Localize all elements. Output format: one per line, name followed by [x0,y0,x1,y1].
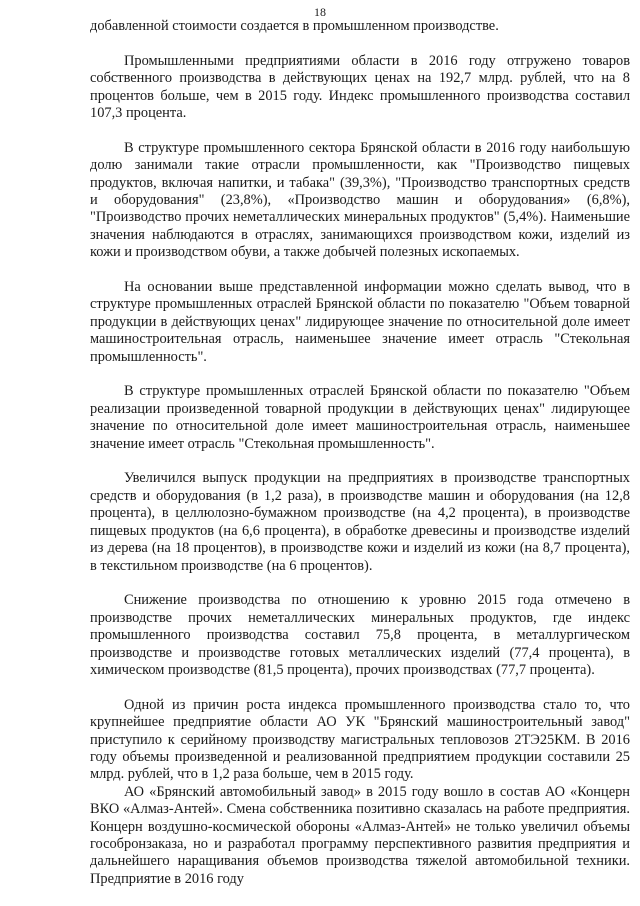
paragraph-output-decrease: Снижение производства по отношению к уровню 2015 года отмечено в производстве прочих неметаллических минеральных продуктов, где индекс промышленного производства составил 75,8 процента, в металлургическом производстве и производстве готовых металлических изделий (77,4 процента), в химическом производстве (81,5 процента), прочих производствах (77,7 процента). [90,592,630,678]
page-number: 18 [314,5,326,19]
paragraph-industrial-shipments: Промышленными предприятиями области в 2016 году отгружено товаров собственного производства в действующих ценах на 192,7 млрд. рублей, что на 8 процентов больше, чем в 2015 году. Индекс промышленного производства составил 107,3 процента. [90,52,630,122]
paragraph-sales-volume-structure: В структуре промышленных отраслей Брянской области по показателю "Объем реализации произведенной товарной продукции в действующих ценах" лидирующее значение по относительной доле имеет машиностроительная отрасль, наименьшее значение имеет отрасль "Стекольная промышленность". [90,383,630,452]
paragraph-conclusion-commodity-volume: На основании выше представленной информации можно сделать вывод, что в структуре промышленных отраслей Брянской области по показателю "Объем товарной продукции в действующих ценах" лидирующее значение по относительной доле имеет машиностроительная отрасль, наименьшее значение имеет отрасль "Стекольная промышленность". [90,279,630,365]
paragraph-bmz-growth: Одной из причин роста индекса промышленного производства стало то, что крупнейшее предприятие области АО УК "Брянский машиностроительный завод" приступило к серийному производству магистральных тепловозов 2ТЭ25КМ. В 2016 году объемы произведенной и реализованной предприятием продукции составили 25 млрд. рублей, что в 1,2 раза больше, чем в 2015 году. [90,696,630,783]
paragraph-continuation: добавленной стоимости создается в промышленном производстве. [90,18,499,34]
paragraph-baz-almaz-antey: АО «Брянский автомобильный завод» в 2015 году вошло в состав АО «Концерн ВКО «Алмаз-Антей». Смена собственника позитивно сказалась на работе предприятия. Концерн воздушно-космической обороны «Алмаз-Антей» не только увеличил объемы гособронзаказа, но и разработал программу перспективного развития предприятия и дальнейшего наращивания объемов производства тяжелой автомобильной техники. Предприятие в 2016 году [90,783,630,887]
paragraph-output-increase: Увеличился выпуск продукции на предприятиях в производстве транспортных средств и оборудования (в 1,2 раза), в производстве машин и оборудования (на 12,8 процента), в целлюлозно-бумажном производстве (на 4,2 процента), в производстве пищевых продуктов (на 6,6 процента), в обработке древесины и производстве изделий из дерева (на 18 процентов), в производстве кожи и изделий из кожи (на 8,7 процента), в текстильном производстве (на 6 процентов). [90,470,630,574]
paragraph-industry-structure: В структуре промышленного сектора Брянской области в 2016 году наибольшую долю занимали такие отрасли промышленности, как "Производство пищевых продуктов, включая напитки, и табака" (39,3%), "Производство транспортных средств и оборудования" (23,8%), «Производство машин и оборудования» (6,8%), "Производство прочих неметаллических минеральных продуктов" (5,4%). Наименьшие значения наблюдаются в отраслях, занимающихся производством кожи, изделий из кожи и производством обуви, а также добычей полезных ископаемых. [90,139,630,261]
document-body [90,18,630,906]
